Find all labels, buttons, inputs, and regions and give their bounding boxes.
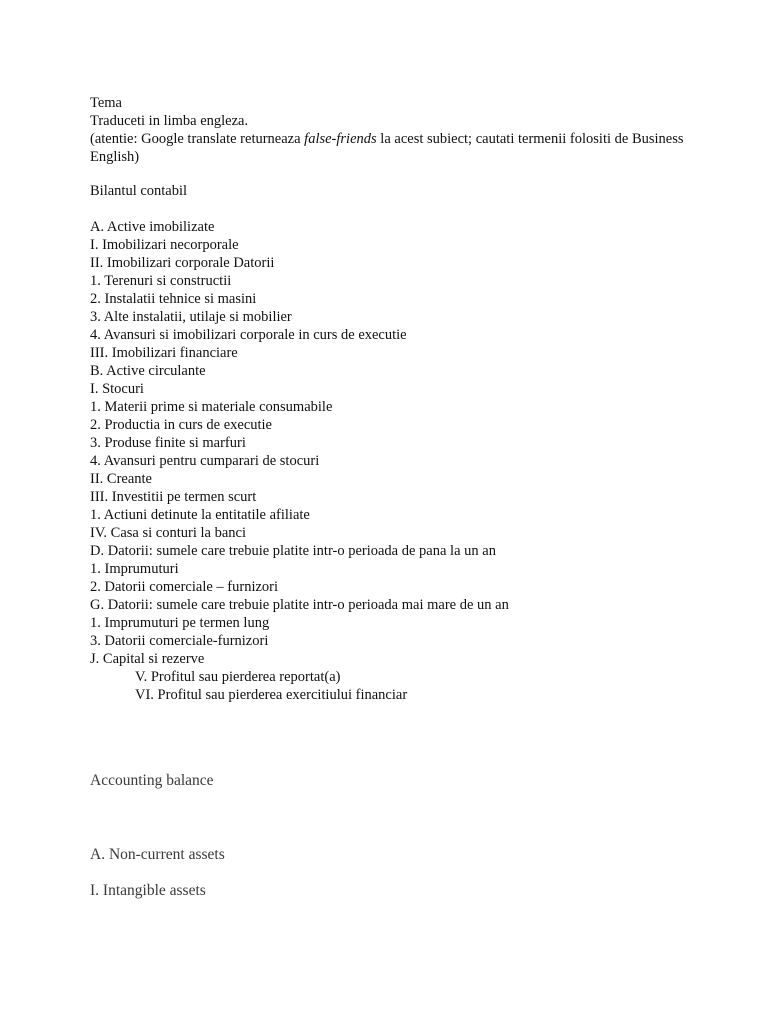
list-item: D. Datorii: sumele care trebuie platite intr-o perioada de pana la un an — [90, 543, 496, 559]
list-item: II. Imobilizari corporale Datorii — [90, 255, 275, 271]
list-item-indented: V. Profitul sau pierderea reportat(a) — [135, 669, 341, 685]
list-item: 2. Datorii comerciale – furnizori — [90, 579, 279, 595]
list-item: III. Imobilizari financiare — [90, 345, 238, 361]
list-item: 3. Datorii comerciale-furnizori — [90, 633, 269, 649]
note-text-after: la acest subiect; cautati termenii folositi de Business English) — [90, 131, 684, 165]
translation-title: Accounting balance — [90, 772, 214, 789]
list-item: 4. Avansuri si imobilizari corporale in curs de executie — [90, 327, 407, 343]
translation-item: A. Non-current assets — [90, 846, 225, 863]
list-item: G. Datorii: sumele care trebuie platite intr-o perioada mai mare de un an — [90, 597, 509, 613]
section-title — [90, 182, 700, 200]
assignment-intro — [90, 94, 700, 166]
list-item: 3. Alte instalatii, utilaje si mobilier — [90, 309, 292, 325]
section-title-text: Bilantul contabil — [90, 183, 188, 199]
list-item: 1. Terenuri si constructii — [90, 273, 232, 289]
balance-sheet-list — [90, 218, 700, 704]
assignment-instruction: Traduceti in limba engleza. — [90, 113, 249, 129]
list-item: 1. Imprumuturi — [90, 561, 179, 577]
list-item: 4. Avansuri pentru cumparari de stocuri — [90, 453, 320, 469]
list-item: B. Active circulante — [90, 363, 206, 379]
list-item: I. Imobilizari necorporale — [90, 237, 239, 253]
list-item: 2. Productia in curs de executie — [90, 417, 272, 433]
list-item: 1. Actiuni detinute la entitatile afiliate — [90, 507, 310, 523]
list-item: II. Creante — [90, 471, 152, 487]
list-item: 1. Materii prime si materiale consumabile — [90, 399, 333, 415]
list-item: III. Investitii pe termen scurt — [90, 489, 257, 505]
list-item: 3. Produse finite si marfuri — [90, 435, 246, 451]
list-item: I. Stocuri — [90, 381, 144, 397]
note-text-before: (atentie: Google translate returneaza — [90, 131, 305, 147]
list-item: 2. Instalatii tehnice si masini — [90, 291, 257, 307]
list-item-indented: VI. Profitul sau pierderea exercitiului financiar — [135, 687, 408, 703]
note-italic-term: false-friends — [304, 131, 377, 147]
assignment-heading: Tema — [90, 95, 122, 111]
list-item: IV. Casa si conturi la banci — [90, 525, 246, 541]
list-item: J. Capital si rezerve — [90, 651, 205, 667]
list-item: 1. Imprumuturi pe termen lung — [90, 615, 270, 631]
list-item: A. Active imobilizate — [90, 219, 215, 235]
translation-item: I. Intangible assets — [90, 882, 206, 899]
assignment-note — [90, 130, 700, 166]
